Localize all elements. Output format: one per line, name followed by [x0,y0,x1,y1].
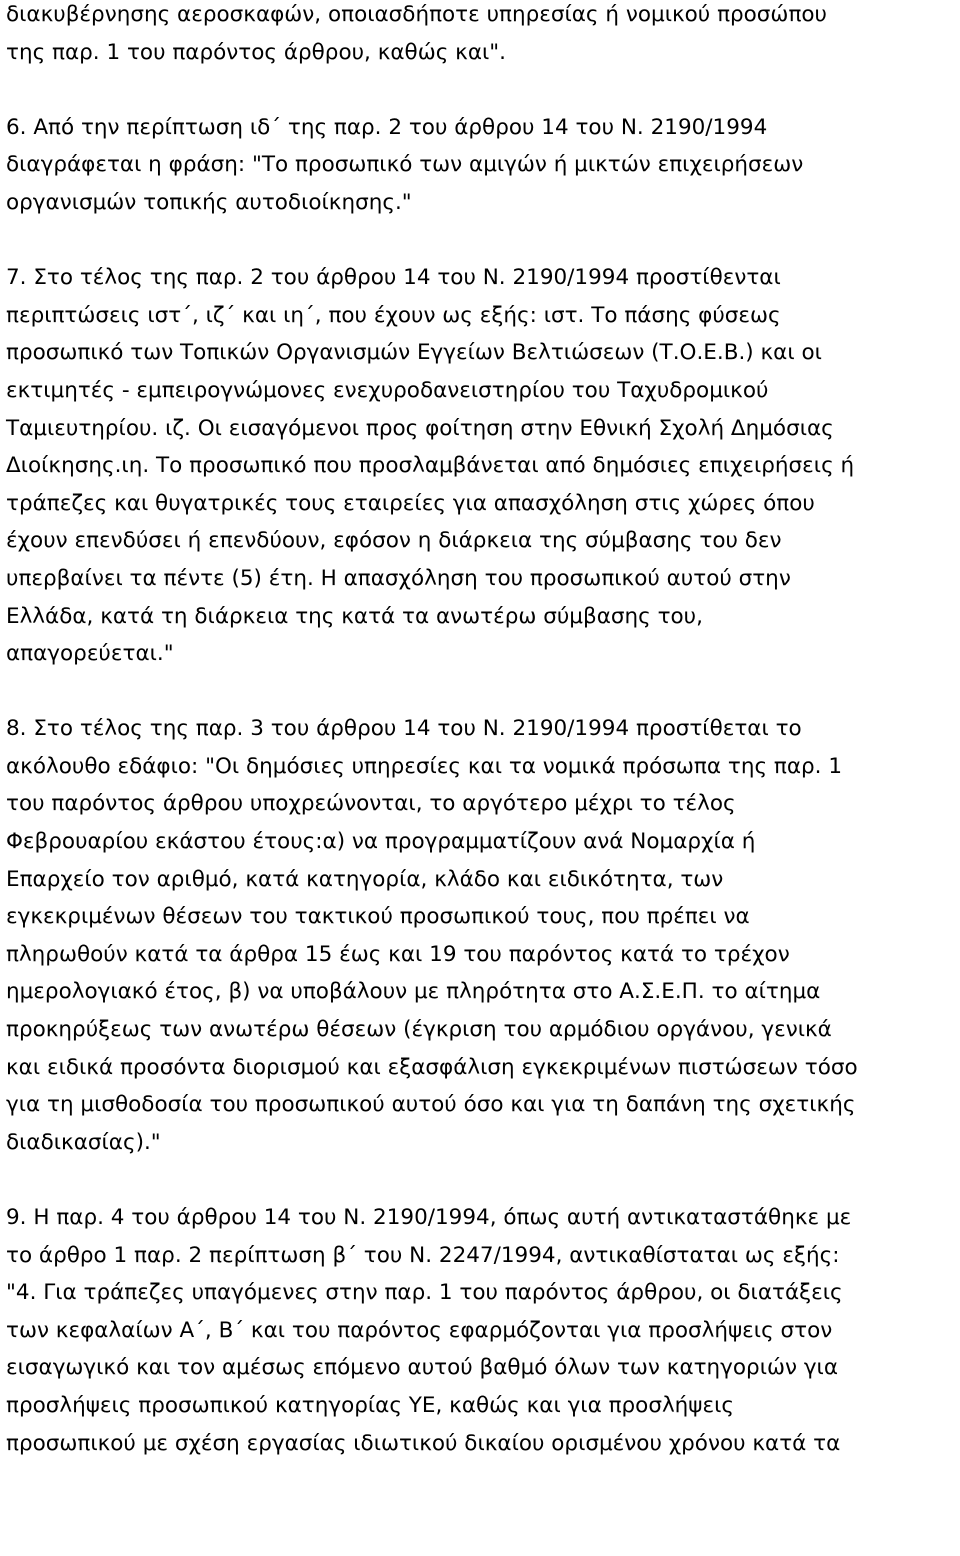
text-line: οργανισμών τοπικής αυτοδιοίκησης." [6,189,412,215]
text-line: ημερολογιακό έτος, β) να υποβάλουν με πληρότητα στο Α.Σ.Ε.Π. το αίτημα [6,979,821,1005]
text-line: διακυβέρνησης αεροσκαφών, οποιασδήποτε υπηρεσίας ή νομικού προσώπου [6,2,827,27]
text-line: για τη μισθοδοσία του προσωπικού αυτού όσο και για τη δαπάνη της σχετικής [6,1092,856,1118]
paragraph-spacer [6,1161,954,1199]
text-line: πληρωθούν κατά τα άρθρα 15 έως και 19 του παρόντος κατά το τρέχον [6,941,790,967]
text-line: Διοίκησης.ιη. Το προσωπικό που προσλαμβάνεται από δημόσιες επιχειρήσεις ή [6,453,855,479]
paragraph-item-7 [6,259,954,673]
text-line: της παρ. 1 του παρόντος άρθρου, καθώς και". [6,39,507,65]
text-line: Ταμιευτηρίου. ιζ. Οι εισαγόμενοι προς φοίτηση στην Εθνική Σχολή Δημόσιας [6,415,834,441]
text-line: ακόλουθο εδάφιο: "Οι δημόσιες υπηρεσίες και τα νομικά πρόσωπα της παρ. 1 [6,753,843,779]
text-line: έχουν επενδύσει ή επενδύουν, εφόσον η διάρκεια της σύμβασης του δεν [6,528,782,554]
text-line: 8. Στο τέλος της παρ. 3 του άρθρου 14 του Ν. 2190/1994 προστίθεται το [6,716,802,742]
text-line: 9. Η παρ. 4 του άρθρου 14 του Ν. 2190/1994, όπως αυτή αντικαταστάθηκε με [6,1205,852,1230]
paragraph-spacer [6,71,954,109]
text-line: προσλήψεις προσωπικού κατηγορίας ΥΕ, καθώς και για προσλήψεις [6,1392,735,1418]
text-line: 7. Στο τέλος της παρ. 2 του άρθρου 14 του Ν. 2190/1994 προστίθενται [6,265,781,291]
text-line: 6. Από την περίπτωση ιδ΄ της παρ. 2 του άρθρου 14 του Ν. 2190/1994 [6,114,768,140]
text-line: διαδικασίας)." [6,1129,161,1155]
text-line: προκηρύξεως των ανωτέρω θέσεων (έγκριση του αρμόδιου οργάνου, γενικά [6,1017,832,1043]
text-line: Επαρχείο τον αριθμό, κατά κατηγορία, κλάδο και ειδικότητα, των [6,866,724,892]
paragraph-item-8 [6,710,954,1161]
text-line: προσωπικό των Τοπικών Οργανισμών Εγγείων Βελτιώσεων (Τ.Ο.Ε.Β.) και οι [6,340,822,366]
text-line: Φεβρουαρίου εκάστου έτους:α) να προγραμματίζουν ανά Νομαρχία ή [6,829,756,855]
document-page [6,0,954,1462]
text-line: "4. Για τράπεζες υπαγόμενες στην παρ. 1 του παρόντος άρθρου, οι διατάξεις [6,1280,843,1306]
text-line: προσωπικού με σχέση εργασίας ιδιωτικού δικαίου ορισμένου χρόνου κατά τα [6,1430,841,1456]
paragraph-item-9 [6,1199,954,1462]
text-line: Ελλάδα, κατά τη διάρκεια της κατά τα ανωτέρω σύμβασης του, [6,603,703,629]
text-line: των κεφαλαίων Α΄, Β΄ και του παρόντος εφαρμόζονται για προσλήψεις στον [6,1317,833,1343]
text-line: περιπτώσεις ιστ΄, ιζ΄ και ιη΄, που έχουν ως εξής: ιστ. Το πάσης φύσεως [6,302,781,328]
paragraph-intro [6,0,954,71]
text-line: υπερβαίνει τα πέντε (5) έτη. Η απασχόληση του προσωπικού αυτού στην [6,565,791,591]
text-line: του παρόντος άρθρου υποχρεώνονται, το αργότερο μέχρι το τέλος [6,791,736,817]
text-line: και ειδικά προσόντα διορισμού και εξασφάλιση εγκεκριμένων πιστώσεων τόσο [6,1054,858,1080]
text-line: εγκεκριμένων θέσεων του τακτικού προσωπικού τους, που πρέπει να [6,904,750,930]
text-line: εισαγωγικό και τον αμέσως επόμενο αυτού βαθμό όλων των κατηγοριών για [6,1355,839,1381]
text-line: εκτιμητές - εμπειρογνώμονες ενεχυροδανειστηρίου του Ταχυδρομικού [6,377,769,403]
text-line: διαγράφεται η φράση: "Το προσωπικό των αμιγών ή μικτών επιχειρήσεων [6,152,804,178]
paragraph-spacer [6,222,954,260]
text-line: απαγορεύεται." [6,641,174,667]
paragraph-item-6 [6,109,954,222]
text-line: το άρθρο 1 παρ. 2 περίπτωση β΄ του Ν. 2247/1994, αντικαθίσταται ως εξής: [6,1242,840,1268]
paragraph-spacer [6,673,954,711]
text-line: τράπεζες και θυγατρικές τους εταιρείες για απασχόληση στις χώρες όπου [6,490,815,516]
